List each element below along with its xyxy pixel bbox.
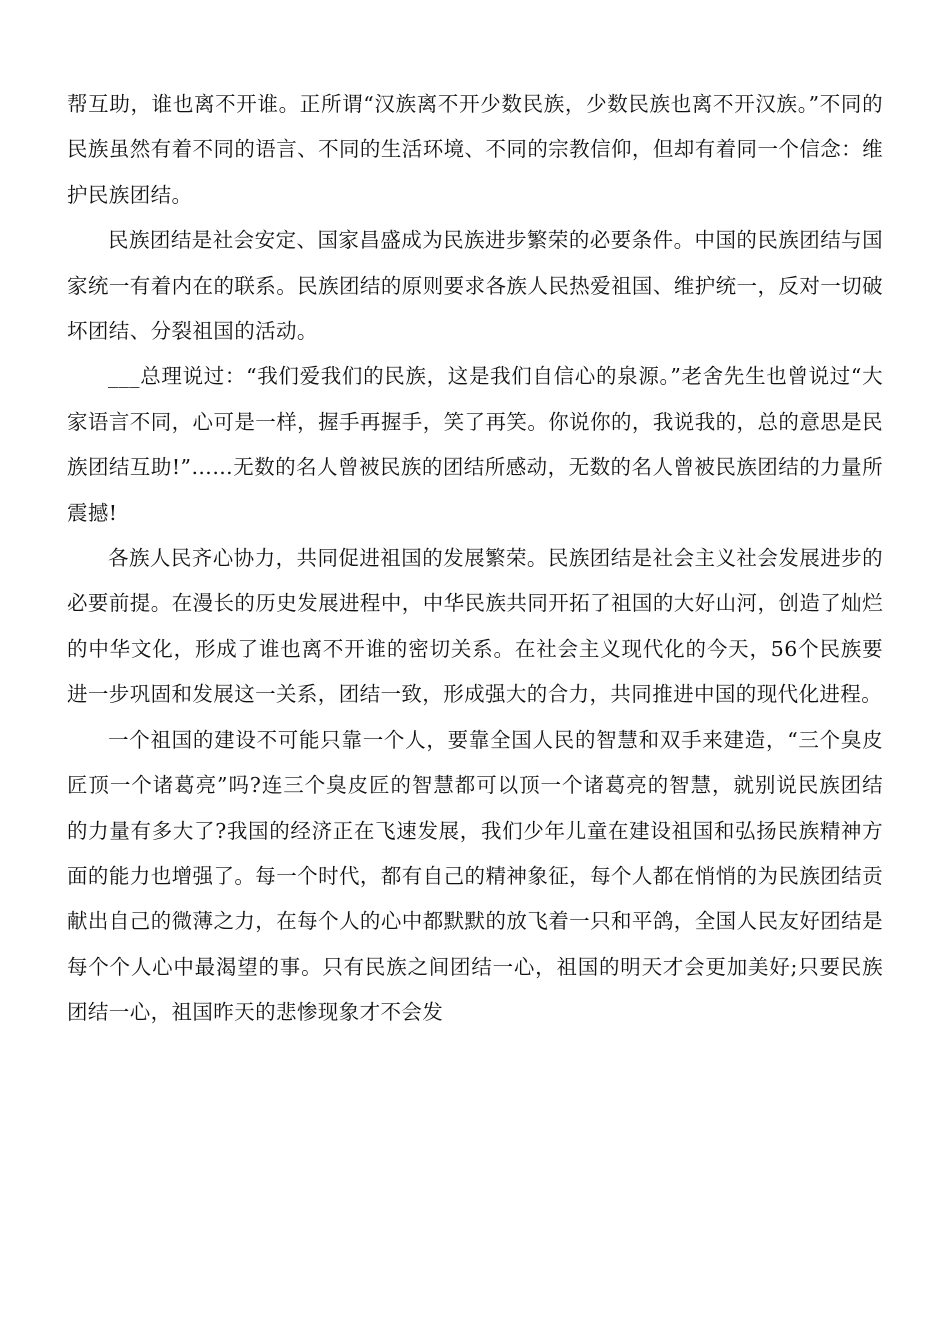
document-body — [67, 82, 883, 1036]
paragraph-building-motherland: 一个祖国的建设不可能只靠一个人，要靠全国人民的智慧和双手来建造，“三个臭皮匠顶一个诸葛亮”吗?连三个臭皮匠的智慧都可以顶一个诸葛亮的智慧，就别说民族团结的力量有多大了?我国的经济正在飞速发展，我们少年儿童在建设祖国和弘扬民族精神方面的能力也增强了。每一个时代，都有自己的精神象征，每个人都在悄悄的为民族团结贡献出自己的微薄之力，在每个人的心中都默默的放飞着一只和平鸽，全国人民友好团结是每个个人心中最渴望的事。只有民族之间团结一心，祖国的明天才会更加美好;只要民族团结一心，祖国昨天的悲惨现象才不会发 — [67, 727, 883, 1025]
paragraph-common-prosperity: 各族人民齐心协力，共同促进祖国的发展繁荣。民族团结是社会主义社会发展进步的必要前提。在漫长的历史发展进程中，中华民族共同开拓了祖国的大好山河，创造了灿烂的中华文化，形成了谁也离不开谁的密切关系。在社会主义现代化的今天，56个民族要进一步巩固和发展这一关系，团结一致，形成强大的合力，共同推进中国的现代化进程。 — [67, 546, 883, 707]
paragraph-continuation: 帮互助，谁也离不开谁。正所谓“汉族离不开少数民族，少数民族也离不开汉族。”不同的民族虽然有着不同的语言、不同的生活环境、不同的宗教信仰，但却有着同一个信念：维护民族团结。 — [67, 92, 883, 207]
paragraph-quotes: ___总理说过：“我们爱我们的民族，这是我们自信心的泉源。”老舍先生也曾说过“大家语言不同，心可是一样，握手再握手，笑了再笑。你说你的，我说我的，总的意思是民族团结互助!”……无数的名人曾被民族的团结所感动，无数的名人曾被民族团结的力量所震撼! — [67, 364, 883, 525]
paragraph-ethnic-unity-condition: 民族团结是社会安定、国家昌盛成为民族进步繁荣的必要条件。中国的民族团结与国家统一有着内在的联系。民族团结的原则要求各族人民热爱祖国、维护统一，反对一切破坏团结、分裂祖国的活动。 — [67, 228, 883, 344]
